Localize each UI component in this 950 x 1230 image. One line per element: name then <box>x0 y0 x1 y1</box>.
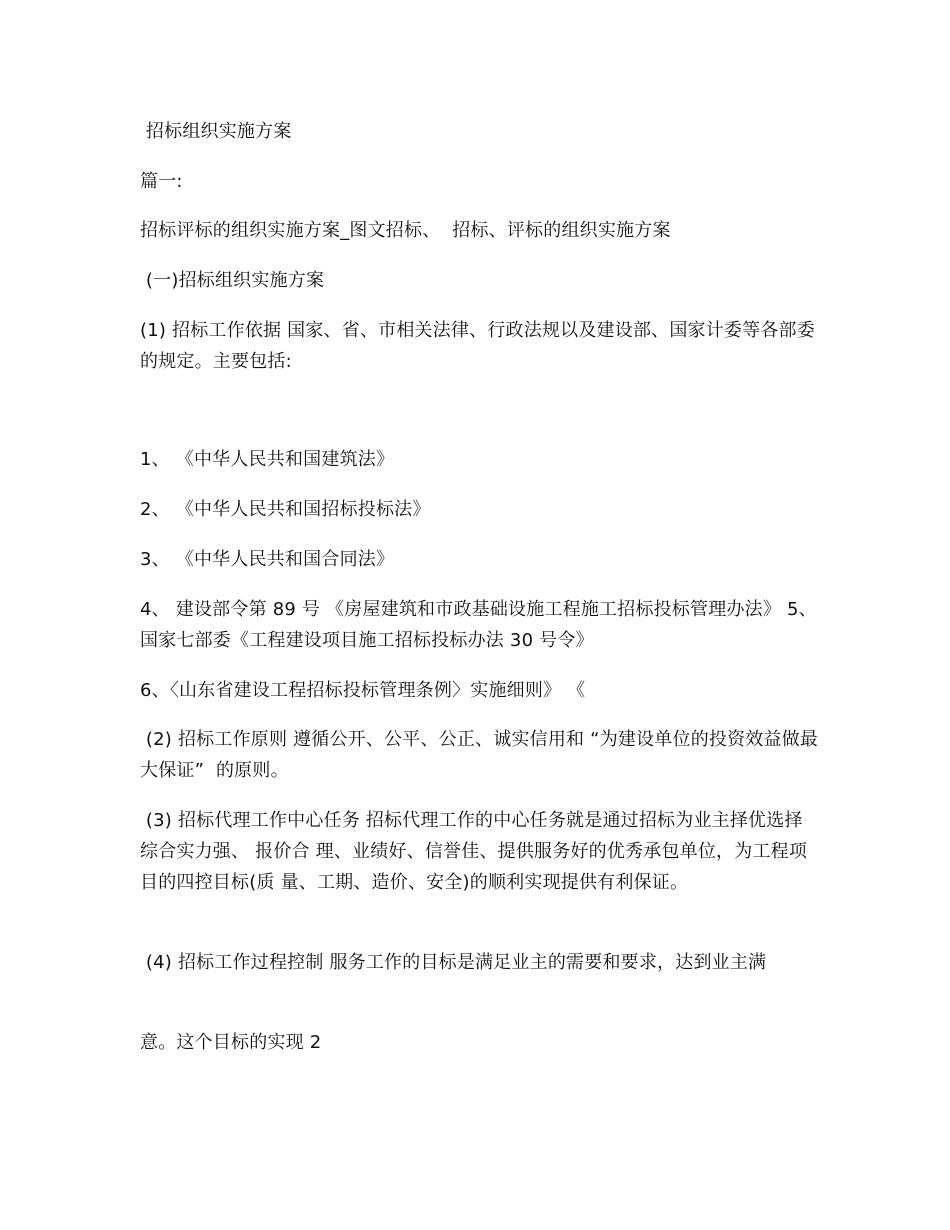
list-item-4: 4、 建设部令第 89 号 《房屋建筑和市政基础设施工程施工招标投标管理办法》 5、国家七部委《工程建设项目施工招标投标办法 30 号令》 <box>140 599 817 651</box>
paragraph-principle: (2) 招标工作原则 遵循公开、公平、公正、诚实信用和 “为建设单位的投资效益做最大保证” 的原则。 <box>140 729 819 781</box>
list-item-1: 1、 《中华人民共和国建筑法》 <box>140 449 395 470</box>
paragraph-task: (3) 招标代理工作中心任务 招标代理工作的中心任务就是通过招标为业主择优选择综合实力强、 报价合 理、业绩好、信誉佳、提供服务好的优秀承包单位，为工程项目的四控目标(质 量、工期、造价、安全)的顺利实现提供有利保证。 <box>140 810 808 893</box>
document-subtitle: 招标评标的组织实施方案_图文招标、 招标、评标的组织实施方案 <box>140 220 671 241</box>
list-item-6: 6、〈山东省建设工程招标投标管理条例〉实施细则》 《 <box>140 680 586 701</box>
list-item-3: 3、 《中华人民共和国合同法》 <box>140 549 395 570</box>
part-label: 篇一: <box>140 171 183 192</box>
section-heading: (一)招标组织实施方案 <box>140 270 325 291</box>
document-title: 招标组织实施方案 <box>140 121 292 142</box>
paragraph-basis: (1) 招标工作依据 国家、省、市相关法律、行政法规以及建设部、国家计委等各部委的规定。主要包括: <box>140 320 815 372</box>
paragraph-continuation: 意。这个目标的实现 2 <box>140 1032 322 1053</box>
paragraph-control: (4) 招标工作过程控制 服务工作的目标是满足业主的需要和要求，达到业主满 <box>140 952 767 973</box>
list-item-2: 2、 《中华人民共和国招标投标法》 <box>140 499 431 520</box>
